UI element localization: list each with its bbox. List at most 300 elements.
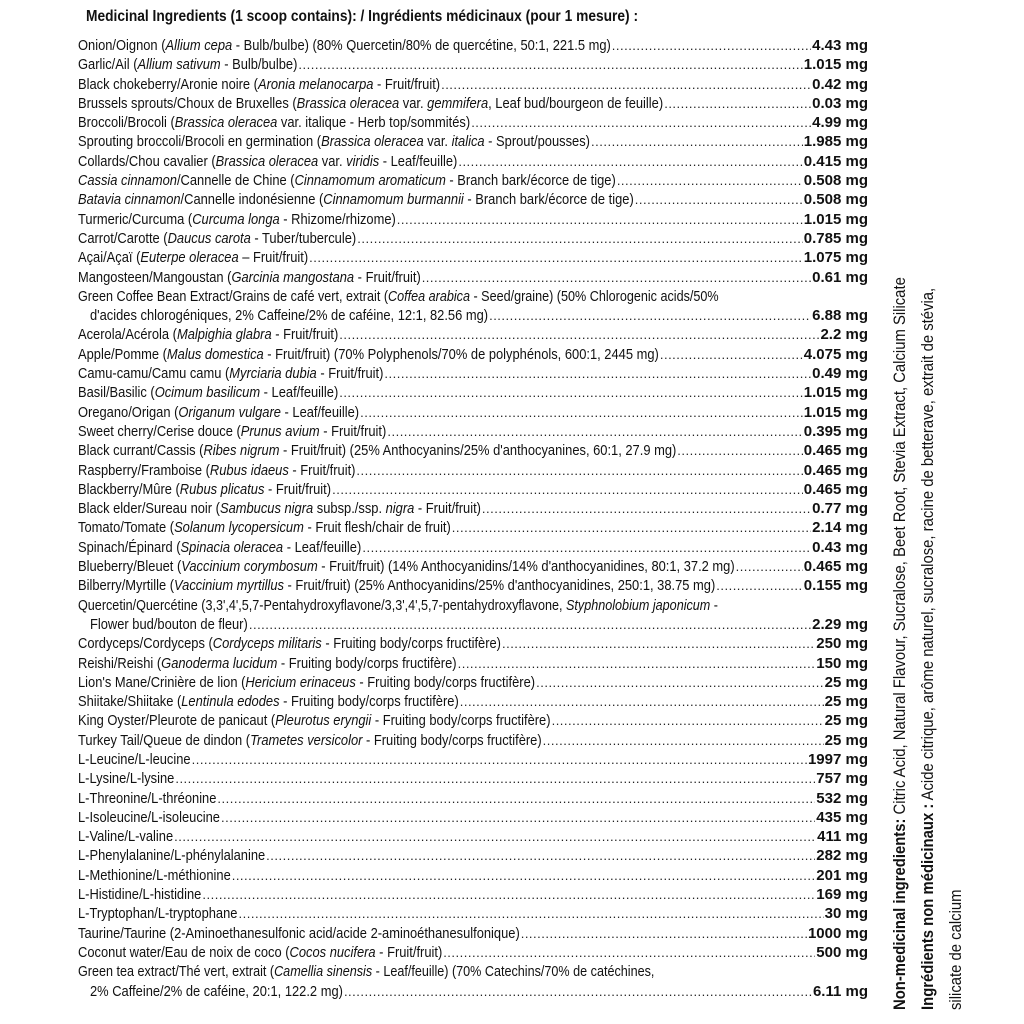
ingredient-row xyxy=(78,229,868,248)
ingredient-name: L-Valine/L-valine xyxy=(78,828,174,846)
ingredient-latin-name: Allium sativum xyxy=(137,56,221,74)
ingredient-row xyxy=(78,480,868,499)
ingredient-detail: – Fruit/fruit) xyxy=(238,249,309,267)
ingredient-detail: - Fruit/fruit) xyxy=(264,480,332,498)
ingredient-latin-name: Myrciaria dubia xyxy=(229,365,317,383)
ingredient-description xyxy=(78,94,663,113)
ingredient-name: King Oyster/Pleurote de panicaut ( xyxy=(78,712,276,730)
ingredient-name: Lion's Mane/Crinière de lion ( xyxy=(78,673,246,691)
ingredient-detail: - Fruit/fruit) xyxy=(271,326,339,344)
ingredient-row xyxy=(78,190,868,209)
dot-leader xyxy=(174,827,816,846)
ingredient-description xyxy=(78,750,191,769)
ingredient-name: L-Lysine/L-lysine xyxy=(78,770,175,788)
ingredient-common-name: Cassia cinnamon xyxy=(78,172,177,190)
ingredient-latin-name: Cocos nucifera xyxy=(289,943,376,961)
ingredient-description xyxy=(78,904,237,923)
ingredient-latin-name: Vaccinium myrtillus xyxy=(174,577,284,595)
ingredient-row xyxy=(78,441,868,460)
ingredient-detail: - Fruit/fruit) xyxy=(319,422,387,440)
ingredient-amount: 25 mg xyxy=(824,731,868,749)
ingredient-detail: - Fruit/fruit) (14% Anthocyanidins/14% d'anthocyanidines, 80:1, 37.2 mg) xyxy=(317,558,735,576)
dot-leader xyxy=(339,325,819,344)
ingredient-latin-name: Malpighia glabra xyxy=(176,326,272,344)
ingredient-latin-name: Spinacia oleracea xyxy=(180,538,284,556)
ingredient-name: d'acides chlorogéniques, 2% Caffeine/2% de caféine, 12:1, 82.56 mg) xyxy=(90,307,489,325)
ingredient-name: Green tea extract/Thé vert, extrait ( xyxy=(78,963,275,981)
ingredient-amount: 169 mg xyxy=(816,886,868,904)
ingredient-description xyxy=(78,268,421,287)
dot-leader xyxy=(521,924,807,943)
ingredient-row xyxy=(78,325,868,344)
medicinal-ingredients-heading: Medicinal Ingredients (1 scoop contains): / Ingrédients médicinaux (pour 1 mesure) : xyxy=(86,8,639,25)
dot-leader xyxy=(232,866,816,885)
ingredient-common-name: Batavia cinnamon xyxy=(78,191,181,209)
ingredient-detail: - xyxy=(710,596,719,614)
ingredient-latin-name: Hericium erinaceus xyxy=(245,673,356,691)
medicinal-ingredients-list xyxy=(78,36,868,1001)
dot-leader xyxy=(249,615,811,634)
ingredient-description xyxy=(78,229,356,248)
dot-leader xyxy=(458,654,816,673)
dot-leader xyxy=(458,152,802,171)
ingredient-name: 2% Caffeine/2% de caféine, 20:1, 122.2 mg) xyxy=(90,982,343,1000)
ingredient-description xyxy=(78,441,676,460)
ingredient-detail: - Fruit/fruit) xyxy=(316,365,384,383)
ingredient-description xyxy=(78,152,457,171)
ingredient-description xyxy=(78,673,535,692)
ingredient-detail: - Fruit/fruit) xyxy=(288,461,356,479)
dot-leader xyxy=(397,210,803,229)
dot-leader xyxy=(360,403,803,422)
ingredient-description xyxy=(78,210,396,229)
dot-leader xyxy=(489,306,811,325)
ingredient-description xyxy=(78,325,338,344)
ingredient-description xyxy=(78,461,355,480)
ingredient-name: Bilberry/Myrtille ( xyxy=(78,577,175,595)
ingredient-latin-name: Brassica oleracea xyxy=(321,133,424,151)
ingredient-latin-name: Sambucus nigra xyxy=(219,500,314,518)
ingredient-detail: - Leaf/feuille) xyxy=(280,403,360,421)
ingredient-amount: 0.395 mg xyxy=(803,422,868,440)
ingredient-name: Reishi/Reishi ( xyxy=(78,654,162,672)
ingredient-first-line xyxy=(78,596,868,615)
ingredient-amount: 0.42 mg xyxy=(812,75,868,93)
ingredient-detail: var. xyxy=(423,133,452,151)
ingredient-amount: 0.155 mg xyxy=(803,577,868,595)
ingredient-detail: , Leaf bud/bourgeon de feuille) xyxy=(488,94,664,112)
ingredient-amount: 0.415 mg xyxy=(803,152,868,170)
ingredient-name: Turmeric/Curcuma ( xyxy=(78,210,193,228)
ingredient-amount: 0.465 mg xyxy=(803,442,868,460)
ingredient-name: L-Tryptophan/L-tryptophane xyxy=(78,905,238,923)
ingredient-amount: 1.075 mg xyxy=(803,249,868,267)
ingredient-name: Camu-camu/Camu camu ( xyxy=(78,365,230,383)
ingredient-name: Oregano/Origan ( xyxy=(78,403,179,421)
ingredient-row xyxy=(78,171,868,190)
ingredient-detail: - Bulb/bulbe) (80% Quercetin/80% de quercétine, 50:1, 221.5 mg) xyxy=(232,37,611,54)
ingredient-row xyxy=(78,248,868,267)
non-medicinal-french xyxy=(918,288,938,1010)
ingredient-name: Sprouting broccoli/Brocoli en germination ( xyxy=(78,133,322,151)
dot-leader xyxy=(357,229,803,248)
ingredient-row xyxy=(78,866,868,885)
ingredient-name: Mangosteen/Mangoustan ( xyxy=(78,268,232,286)
ingredient-name: Onion/Oignon ( xyxy=(78,37,166,54)
ingredient-first-line xyxy=(78,287,868,306)
non-medicinal-label-fr: Ingrédients non médicinaux : xyxy=(919,803,937,1010)
dot-leader xyxy=(266,846,815,865)
dot-leader xyxy=(452,518,811,537)
ingredient-amount: 6.11 mg xyxy=(812,982,868,1000)
ingredient-description xyxy=(78,808,220,827)
ingredient-amount: 0.77 mg xyxy=(812,500,868,518)
ingredient-detail: - Leaf/feuille) xyxy=(379,152,458,170)
ingredient-description xyxy=(78,769,174,788)
ingredient-amount: 1.015 mg xyxy=(803,56,868,74)
ingredient-row xyxy=(78,924,868,943)
ingredient-row xyxy=(78,364,868,383)
ingredient-row xyxy=(78,538,868,557)
ingredient-detail: - Fruit/fruit) xyxy=(373,75,441,93)
ingredient-row xyxy=(78,692,868,711)
ingredient-amount: 4.075 mg xyxy=(803,345,868,363)
ingredient-latin-variety: viridis xyxy=(346,152,380,170)
ingredient-detail: - Fruit/fruit) (25% Anthocyanins/25% d'anthocyanines, 60:1, 27.9 mg) xyxy=(279,442,677,460)
ingredient-latin-name: Brassica oleracea xyxy=(215,152,319,170)
ingredient-row xyxy=(78,634,868,653)
ingredient-row xyxy=(78,557,868,576)
ingredient-amount: 0.508 mg xyxy=(803,191,868,209)
ingredient-name: Coconut water/Eau de noix de coco ( xyxy=(78,943,290,961)
ingredient-row xyxy=(78,885,868,904)
ingredient-row xyxy=(78,576,868,595)
ingredient-description xyxy=(78,885,201,904)
dot-leader xyxy=(736,557,803,576)
ingredient-amount: 0.465 mg xyxy=(803,558,868,576)
ingredient-description xyxy=(78,403,359,422)
ingredient-row xyxy=(78,654,868,673)
ingredient-description xyxy=(78,383,338,402)
ingredient-description xyxy=(78,538,361,557)
ingredient-amount: 25 mg xyxy=(824,712,868,730)
ingredient-amount: 757 mg xyxy=(816,770,868,788)
ingredient-name: Blackberry/Mûre ( xyxy=(78,480,180,498)
ingredient-description xyxy=(78,731,542,750)
ingredient-amount: 4.99 mg xyxy=(812,114,868,132)
ingredient-amount: 435 mg xyxy=(816,808,868,826)
dot-leader xyxy=(298,55,802,74)
dot-leader xyxy=(422,268,811,287)
ingredient-amount: 1.985 mg xyxy=(803,133,868,151)
dot-leader xyxy=(344,982,812,1001)
ingredient-description xyxy=(78,692,459,711)
ingredient-detail: subsp./ssp. xyxy=(313,500,386,518)
ingredient-description xyxy=(78,576,715,595)
ingredient-description xyxy=(78,248,308,267)
ingredient-description xyxy=(78,55,297,74)
ingredient-latin-variety: gemmifera xyxy=(427,94,489,112)
ingredient-row xyxy=(78,461,868,480)
ingredient-description xyxy=(90,306,488,325)
ingredient-description xyxy=(78,557,735,576)
ingredient-name: Green Coffee Bean Extract/Grains de café vert, extrait ( xyxy=(78,287,389,305)
dot-leader xyxy=(471,113,811,132)
ingredient-detail: - Fruit/fruit) xyxy=(375,943,443,961)
dot-leader xyxy=(221,808,815,827)
ingredient-amount: 0.465 mg xyxy=(803,480,868,498)
ingredient-row xyxy=(78,808,868,827)
ingredient-amount: 150 mg xyxy=(816,654,868,672)
ingredient-description xyxy=(78,499,481,518)
ingredient-latin-name: Rubus plicatus xyxy=(179,480,265,498)
ingredient-latin-name: Malus domestica xyxy=(166,345,264,363)
ingredient-latin-name: Trametes versicolor xyxy=(250,731,363,749)
ingredient-description xyxy=(78,132,590,151)
ingredient-detail: - Leaf/feuille) xyxy=(260,384,339,402)
ingredient-detail: - Fruit/fruit) xyxy=(354,268,421,286)
dot-leader xyxy=(175,769,815,788)
ingredient-name: Black chokeberry/Aronie noire ( xyxy=(78,75,258,93)
ingredient-description xyxy=(78,654,457,673)
ingredient-amount: 201 mg xyxy=(816,866,868,884)
ingredient-name: Taurine/Taurine (2-Aminoethanesulfonic acid/acide 2-aminoéthanesulfonique) xyxy=(78,924,520,942)
ingredient-latin-name: Ribes nigrum xyxy=(203,442,280,460)
ingredient-detail: - Fruiting body/corps fructifère) xyxy=(277,654,457,672)
ingredient-name: L-Histidine/L-histidine xyxy=(78,886,202,904)
ingredient-name: Brussels sprouts/Choux de Bruxelles ( xyxy=(78,94,297,112)
ingredient-latin-name: Vaccinium corymbosum xyxy=(181,558,318,576)
ingredient-row xyxy=(78,789,868,808)
ingredient-amount: 1.015 mg xyxy=(803,210,868,228)
ingredient-latin-name: Curcuma longa xyxy=(192,210,280,228)
ingredient-name: Apple/Pomme ( xyxy=(78,345,167,363)
ingredient-latin-name: Euterpe oleracea xyxy=(140,249,239,267)
ingredient-description xyxy=(78,711,551,730)
ingredient-name: L-Isoleucine/L-isoleucine xyxy=(78,808,220,826)
ingredient-amount: 1000 mg xyxy=(807,924,868,942)
dot-leader xyxy=(443,943,815,962)
dot-leader xyxy=(362,538,811,557)
ingredient-detail: - Fruit/fruit) (25% Anthocyanidins/25% d'anthocyanidines, 250:1, 38.75 mg) xyxy=(283,577,716,595)
ingredient-description xyxy=(78,364,383,383)
ingredient-detail: - Rhizome/rhizome) xyxy=(279,210,396,228)
ingredient-name: Black elder/Sureau noir ( xyxy=(78,500,220,518)
ingredient-description xyxy=(78,345,659,364)
ingredient-description xyxy=(78,827,173,846)
ingredient-amount: 532 mg xyxy=(816,789,868,807)
ingredient-amount: 0.61 mg xyxy=(812,268,868,286)
ingredient-row xyxy=(78,36,868,55)
ingredient-row xyxy=(78,673,868,692)
ingredient-row xyxy=(78,962,868,1001)
ingredient-latin-name: Camellia sinensis xyxy=(274,963,373,981)
ingredient-detail: - Leaf/feuille) xyxy=(283,538,362,556)
ingredient-detail: - Branch bark/écorce de tige) xyxy=(463,191,634,209)
dot-leader xyxy=(202,885,815,904)
ingredient-detail: - Fruiting body/corps fructifère) xyxy=(321,635,501,653)
ingredient-latin-name: Garcinia mangostana xyxy=(231,268,355,286)
non-medicinal-text-fr-2: silicate de calcium xyxy=(947,889,965,1010)
ingredient-latin-name: Brassica oleracea xyxy=(296,94,400,112)
ingredient-detail: - Tuber/tubercule) xyxy=(250,229,357,247)
ingredient-name: Acerola/Acérola ( xyxy=(78,326,177,344)
dot-leader xyxy=(677,441,803,460)
ingredient-latin-name: Cordyceps militaris xyxy=(212,635,322,653)
ingredient-detail: var. xyxy=(318,152,347,170)
ingredient-name: Flower bud/bouton de fleur) xyxy=(90,615,248,633)
ingredient-amount: 0.43 mg xyxy=(812,538,868,556)
ingredient-latin-name: Daucus carota xyxy=(167,229,251,247)
ingredient-name: Quercetin/Quercétine (3,3',4',5,7-Pentahydroxyflavone/3,3',4',5,7-pentahydroxyflavone, xyxy=(78,596,567,614)
ingredient-latin-name: Ganoderma lucidum xyxy=(161,654,278,672)
ingredient-description xyxy=(78,518,451,537)
ingredient-description xyxy=(78,190,634,209)
ingredient-name: Garlic/Ail ( xyxy=(78,56,138,74)
ingredient-row xyxy=(78,499,868,518)
ingredient-name: Cordyceps/Cordyceps ( xyxy=(78,635,213,653)
ingredient-description xyxy=(78,866,231,885)
ingredient-detail: - Fruiting body/corps fructifère) xyxy=(279,693,459,711)
ingredient-row xyxy=(78,731,868,750)
ingredient-name: Tomato/Tomate ( xyxy=(78,519,175,537)
ingredient-name: Sweet cherry/Cerise douce ( xyxy=(78,422,241,440)
ingredient-amount: 25 mg xyxy=(824,673,868,691)
ingredient-detail: var. xyxy=(399,94,428,112)
ingredient-name: Basil/Basilic ( xyxy=(78,384,155,402)
ingredient-detail: - Bulb/bulbe) xyxy=(220,56,298,74)
ingredient-amount: 2.14 mg xyxy=(812,519,868,537)
ingredient-row xyxy=(78,827,868,846)
ingredient-amount: 0.465 mg xyxy=(803,461,868,479)
ingredient-name: Shiitake/Shiitake ( xyxy=(78,693,182,711)
dot-leader xyxy=(617,171,803,190)
ingredient-description xyxy=(78,480,331,499)
ingredient-latin-name: Lentinula edodes xyxy=(181,693,280,711)
ingredient-latin-name: Ocimum basilicum xyxy=(154,384,261,402)
ingredient-row xyxy=(78,268,868,287)
dot-leader xyxy=(536,673,824,692)
ingredient-latin-name: Solanum lycopersicum xyxy=(174,519,304,537)
dot-leader xyxy=(543,731,824,750)
ingredient-detail: - Fruiting body/corps fructifère) xyxy=(371,712,551,730)
dot-leader xyxy=(309,248,803,267)
ingredient-description xyxy=(90,982,343,1001)
ingredient-amount: 2.29 mg xyxy=(812,615,868,633)
ingredient-latin-name: Allium cepa xyxy=(165,37,233,54)
ingredient-name: Raspberry/Framboise ( xyxy=(78,461,210,479)
ingredient-row xyxy=(78,403,868,422)
ingredient-latin-variety: nigra xyxy=(385,500,415,518)
non-medicinal-english xyxy=(890,277,910,1010)
ingredient-name: Turkey Tail/Queue de dindon ( xyxy=(78,731,251,749)
ingredient-detail: - Branch bark/écorce de tige) xyxy=(445,172,616,190)
ingredient-name: L-Methionine/L-méthionine xyxy=(78,866,231,884)
ingredient-amount: 500 mg xyxy=(816,943,868,961)
ingredient-amount: 2.2 mg xyxy=(820,326,868,344)
ingredient-amount: 4.43 mg xyxy=(812,37,868,54)
ingredient-name: /Cannelle indonésienne ( xyxy=(180,191,324,209)
dot-leader xyxy=(502,634,815,653)
dot-leader xyxy=(384,364,811,383)
ingredient-row xyxy=(78,904,868,923)
ingredient-detail: - Fruiting body/corps fructifère) xyxy=(362,731,542,749)
ingredient-description xyxy=(78,422,386,441)
ingredient-amount: 250 mg xyxy=(816,635,868,653)
ingredient-amount: 0.49 mg xyxy=(812,365,868,383)
ingredient-detail: - Fruit/fruit) xyxy=(414,500,481,518)
ingredient-latin-name: Brassica oleracea xyxy=(174,114,278,132)
ingredient-amount: 6.88 mg xyxy=(812,307,868,325)
dot-leader xyxy=(441,75,811,94)
dot-leader xyxy=(591,132,803,151)
ingredient-name: L-Threonine/L-thréonine xyxy=(78,789,217,807)
ingredient-detail: - Fruit flesh/chair de fruit) xyxy=(303,519,451,537)
ingredient-latin-name: Aronia melanocarpa xyxy=(257,75,374,93)
ingredient-description xyxy=(78,36,611,55)
ingredient-name: Açai/Açaï ( xyxy=(78,249,141,267)
dot-leader xyxy=(192,750,807,769)
non-medicinal-text-fr: Acide citrique, arôme naturel, sucralose, racine de betterave, extrait de stévia, xyxy=(919,287,937,804)
ingredient-row xyxy=(78,287,868,326)
ingredient-row xyxy=(78,132,868,151)
ingredient-description xyxy=(78,75,440,94)
ingredient-row xyxy=(78,55,868,74)
ingredient-detail: - Fruit/fruit) (70% Polyphenols/70% de polyphénols, 600:1, 2445 mg) xyxy=(263,345,659,363)
ingredient-latin-variety: italica xyxy=(451,133,485,151)
ingredient-amount: 0.03 mg xyxy=(812,94,868,112)
ingredient-name: L-Phenylalanine/L-phénylalanine xyxy=(78,847,266,865)
ingredient-latin-name: Coffea arabica xyxy=(388,287,470,305)
ingredient-amount: 411 mg xyxy=(817,828,868,846)
ingredient-amount: 0.785 mg xyxy=(803,229,868,247)
ingredient-latin-name: Origanum vulgare xyxy=(178,403,281,421)
ingredient-description xyxy=(78,846,265,865)
dot-leader xyxy=(716,576,803,595)
ingredient-latin-name: Rubus idaeus xyxy=(209,461,289,479)
ingredient-latin-name: Prunus avium xyxy=(240,422,320,440)
ingredient-name: L-Leucine/L-leucine xyxy=(78,750,191,768)
ingredient-name: Black currant/Cassis ( xyxy=(78,442,204,460)
ingredient-row xyxy=(78,596,868,635)
ingredient-detail: - Leaf/feuille) (70% Catechins/70% de catéchines, xyxy=(372,963,655,981)
dot-leader xyxy=(660,345,803,364)
ingredient-row xyxy=(78,422,868,441)
ingredient-row xyxy=(78,846,868,865)
ingredient-detail: var. italique - Herb top/sommités) xyxy=(277,114,471,132)
ingredient-row xyxy=(78,210,868,229)
ingredient-amount: 1.015 mg xyxy=(803,403,868,421)
ingredient-amount: 25 mg xyxy=(824,693,868,711)
ingredient-row xyxy=(78,750,868,769)
ingredient-name: Broccoli/Brocoli ( xyxy=(78,114,175,132)
ingredient-description xyxy=(78,789,216,808)
dot-leader xyxy=(217,789,815,808)
ingredient-row xyxy=(78,94,868,113)
ingredient-row xyxy=(78,711,868,730)
ingredient-description xyxy=(78,171,616,190)
dot-leader xyxy=(482,499,811,518)
non-medicinal-text-en: Citric Acid, Natural Flavour, Sucralose, Beet Root, Stevia Extract, Calcium Silicate xyxy=(891,277,909,819)
ingredient-latin-name: Pleurotus eryngii xyxy=(275,712,372,730)
ingredient-name: Collards/Chou cavalier ( xyxy=(78,152,216,170)
ingredient-amount: 282 mg xyxy=(816,847,868,865)
ingredient-name: Spinach/Épinard ( xyxy=(78,538,181,556)
non-medicinal-french-cont xyxy=(946,889,966,1010)
ingredient-row xyxy=(78,943,868,962)
ingredient-name: Carrot/Carotte ( xyxy=(78,229,168,247)
ingredient-row xyxy=(78,75,868,94)
